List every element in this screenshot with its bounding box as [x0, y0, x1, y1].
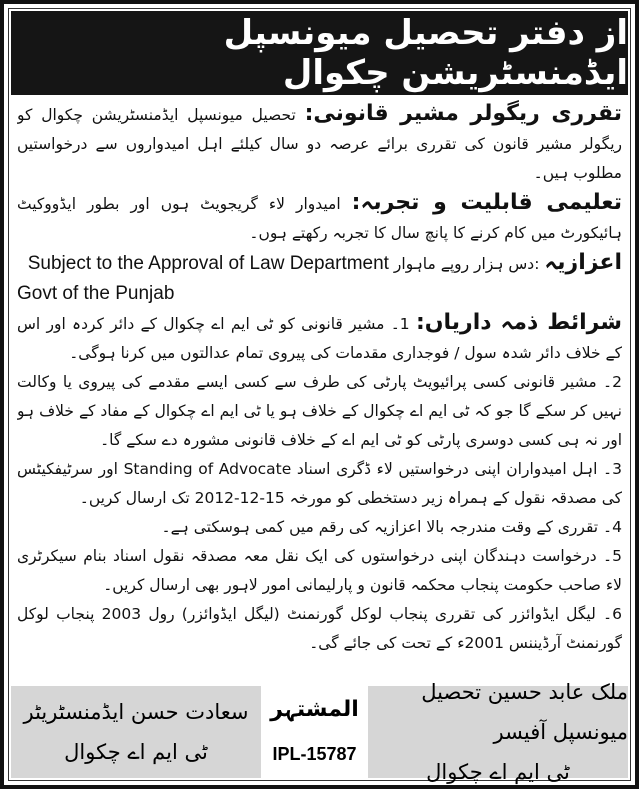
conditions-paragraph — [17, 308, 622, 368]
salary-text: :دس ہزار روپے ماہوار — [393, 255, 540, 273]
condition-item: 4۔ تقرری کے وقت مندرجہ بالا اعزازیہ کی رقم میں کمی ہوسکتی ہے۔ — [161, 518, 622, 536]
qualification-text: امیدوار لاء گریجویٹ ہوں اور بطور ایڈووکیٹ ہائیکورٹ میں کام کرنے کا پانچ سال کا تجربہ رکھتے ہوں۔ — [17, 195, 622, 242]
condition-item: 3۔ اہل امیدواران اپنی درخواستیں لاء ڈگری اسناد Standing of Advocate اور سرٹیفکیٹس کی مصدقہ نقول کے ہمراہ زیر دستخطی کو مورخہ 15-12-2012 تک ارسال کریں۔ — [17, 460, 622, 507]
officer-org: ٹی ایم اے چکوال — [426, 760, 570, 784]
administrator-org: ٹی ایم اے چکوال — [64, 740, 208, 764]
officer-signature-box — [368, 680, 628, 784]
qualification-paragraph — [17, 188, 622, 248]
condition-item: 1۔ مشیر قانونی کو ٹی ایم اے چکوال کے دائر کردہ اور اس کے خلاف دائر شدہ سول / فوجداری مقدمات کی پیروی تمام عدالتوں میں کرنا ہوگی۔ — [17, 315, 622, 362]
advertiser-block — [261, 686, 368, 778]
qualification-heading: تعلیمی قابلیت و تجربہ: — [351, 190, 622, 215]
advertiser-label: المشتہر — [270, 697, 359, 722]
header-banner: از دفتر تحصیل میونسپل ایڈمنسٹریشن چکوال — [11, 11, 628, 95]
condition-item: 5۔ درخواست دہندگان اپنی درخواستوں کی ایک نقل معہ مصدقہ نقول اسناد بنام سیکرٹری لاء صاحب حکومت پنجاب محکمہ قانون و پارلیمانی امور لاہور بھی ارسال کریں۔ — [17, 547, 622, 594]
advertisement-inner — [8, 8, 631, 784]
salary-approval: Subject to the Approval of Law Department — [27, 253, 389, 274]
condition-item: 2۔ مشیر قانونی کسی پرائیویٹ پارٹی کی طرف سے کسی ایسے مقدمے کی پیروی یا وکالت نہیں کر سکے گا جو کہ ٹی ایم اے چکوال کے خلاف ہو یا ٹی ایم اے چکوال کے مفاد کے خلاف ہو اور نہ ہی کسی دوسری پارٹی کو ٹی ایم اے کے خلاف قانونی مشورہ دے سکے گا۔ — [17, 373, 622, 449]
ad-content — [17, 99, 622, 685]
officer-name: ملک عابد حسین تحصیل میونسپل آفیسر — [421, 680, 628, 744]
conditions-heading: شرائط ذمہ داریاں: — [415, 310, 622, 335]
salary-paragraph — [17, 248, 622, 279]
appointment-paragraph — [17, 99, 622, 188]
signature-footer — [11, 680, 628, 784]
salary-govt: Govt of the Punjab — [17, 283, 175, 304]
administrator-name: سعادت حسن ایڈمنسٹریٹر — [23, 700, 249, 724]
salary-heading: اعزازیہ — [544, 250, 622, 275]
appointment-text: تحصیل میونسپل ایڈمنسٹریشن چکوال کو ریگولر مشیر قانون کی تقرری برائے عرصہ دو سال کیلئے اہل امیدواروں سے درخواستیں مطلوب ہیں۔ — [17, 106, 622, 182]
ipl-number: IPL-15787 — [272, 744, 357, 764]
appointment-heading: تقرری ریگولر مشیر قانونی: — [304, 101, 622, 126]
administrator-signature-box — [11, 686, 261, 778]
condition-item: 6۔ لیگل ایڈوائزر کی تقرری پنجاب لوکل گورنمنٹ (لیگل ایڈوائزر) رول 2003 پنجاب لوکل گورنمنٹ آرڈیننس 2001ء کے تحت کی جائے گی۔ — [17, 605, 622, 652]
